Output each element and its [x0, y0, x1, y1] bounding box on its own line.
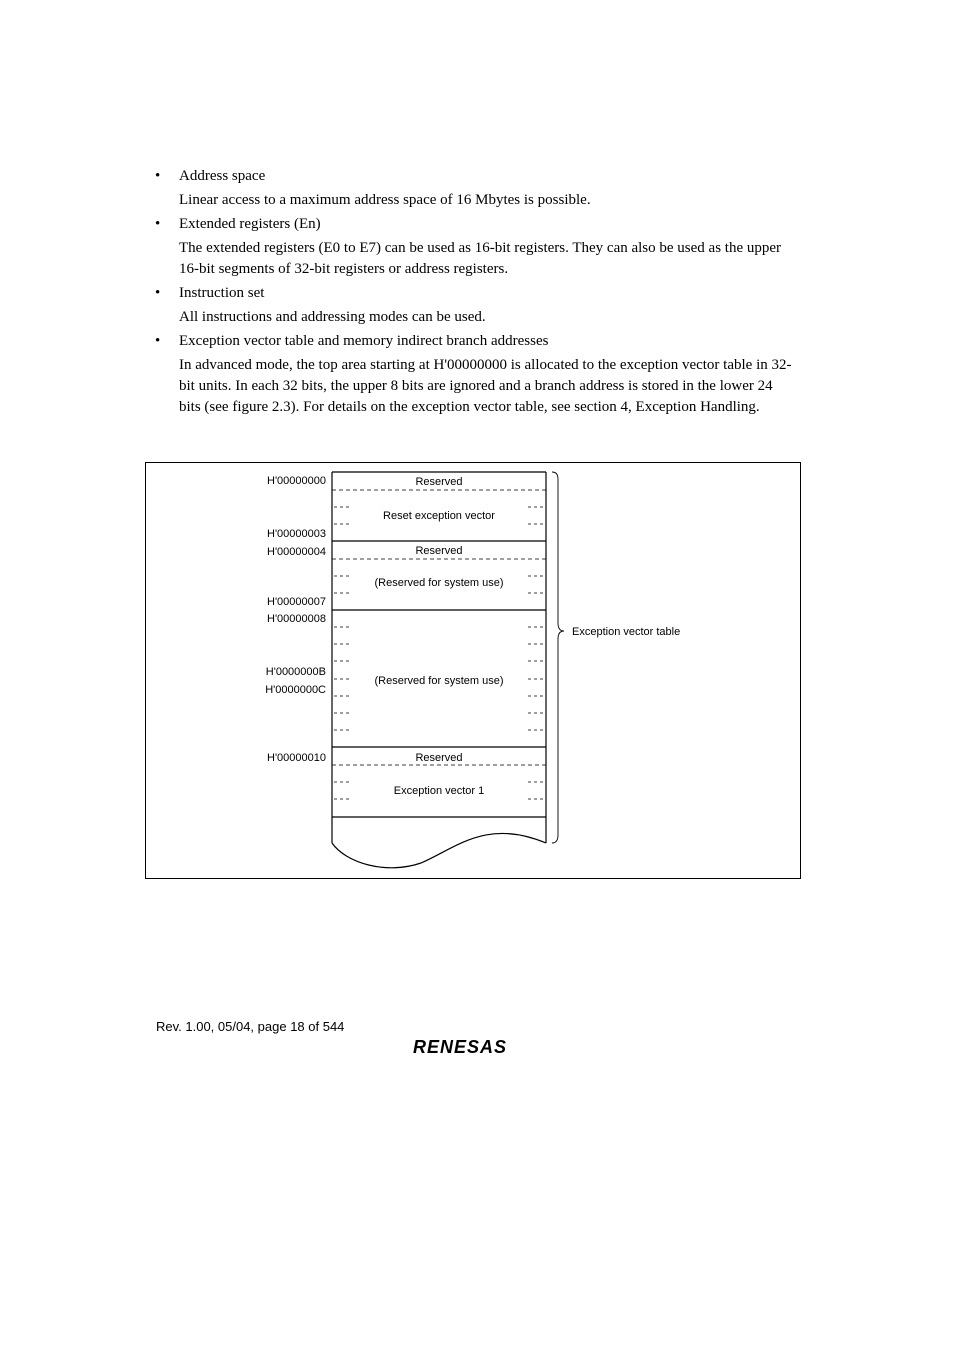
bullet-body: In advanced mode, the top area starting at H'00000000 is allocated to the exception vector table in 32-bit units. In each 32 bits, the upper 8 bits are ignored and a branch address is stored in the lower 24 bits (see figure 2.3). For details on the exception vector table, see section 4, Exception Handling.: [179, 357, 792, 415]
renesas-logo: [413, 1035, 537, 1057]
bullet-item: [155, 331, 795, 418]
bullet-icon: •: [155, 216, 161, 232]
bullet-icon: •: [155, 333, 161, 349]
bullet-list: [155, 166, 795, 421]
brace-label: Exception vector table: [572, 626, 681, 638]
bullet-title: Instruction set: [179, 285, 265, 301]
address-label: H'00000004: [267, 546, 326, 558]
logo-text: RENESAS: [413, 1037, 508, 1057]
bullet-item: [155, 166, 795, 211]
address-label: H'00000008: [267, 613, 326, 625]
page-footer: Rev. 1.00, 05/04, page 18 of 544: [156, 1019, 345, 1034]
cell-label: Exception vector 1: [393, 785, 485, 797]
figure-frame: [145, 462, 801, 879]
memory-map-diagram: [146, 463, 800, 878]
bullet-body: Linear access to a maximum address space of 16 Mbytes is possible.: [179, 192, 591, 208]
bullet-body: All instructions and addressing modes can be used.: [179, 309, 486, 325]
address-label: H'00000003: [267, 528, 326, 540]
cell-label: Reserved: [415, 752, 463, 764]
cell-label: Reset exception vector: [383, 510, 495, 522]
cell-label: Reserved: [415, 476, 463, 488]
wavy-cut: [332, 833, 546, 867]
cell-label: (Reserved for system use): [374, 675, 504, 687]
bullet-title: Address space: [179, 168, 266, 184]
bullet-body: The extended registers (E0 to E7) can be used as 16-bit registers. They can also be used as the upper 16-bit segments of 32-bit registers or address registers.: [179, 240, 782, 277]
bullet-icon: •: [155, 285, 161, 301]
bullet-title: Extended registers (En): [179, 216, 321, 232]
cell-label: (Reserved for system use): [374, 577, 504, 589]
bullet-item: [155, 214, 795, 280]
cell-label: Reserved: [415, 545, 463, 557]
brace-icon: [552, 472, 564, 843]
address-label: H'0000000C: [265, 684, 326, 696]
address-label: H'00000000: [267, 475, 326, 487]
address-label: H'00000010: [267, 752, 326, 764]
bullet-icon: •: [155, 168, 161, 184]
bullet-item: [155, 283, 795, 328]
bullet-title: Exception vector table and memory indirect branch addresses: [179, 333, 549, 349]
address-label: H'0000000B: [265, 666, 326, 678]
address-label: H'00000007: [267, 596, 326, 608]
